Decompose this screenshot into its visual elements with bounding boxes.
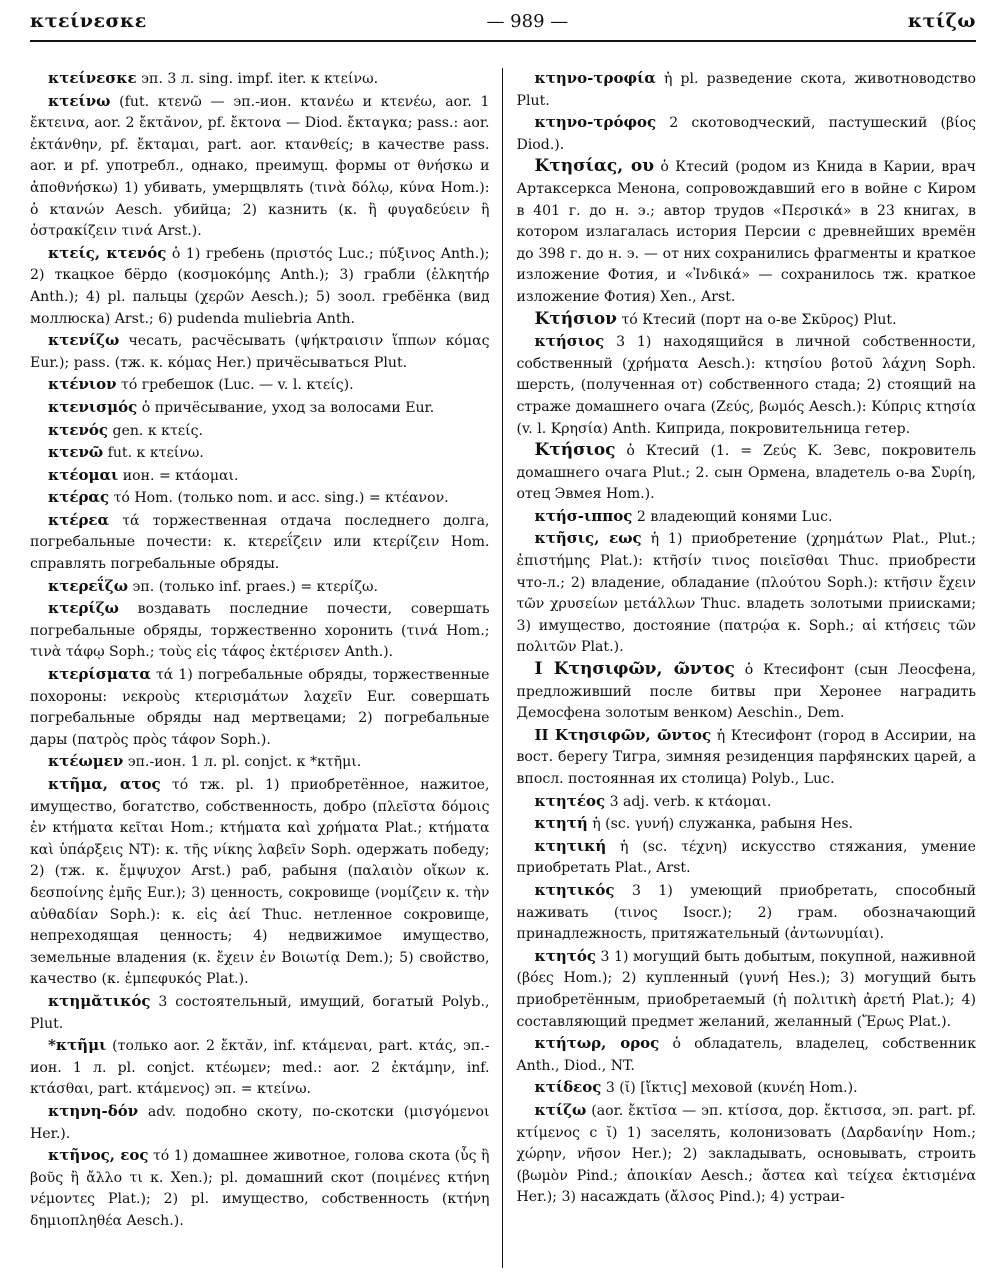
entry-definition: ἡ 1) приобретение (χρημάτων Plat., Plut.; ἐπιστήμης Plat.): κτῆσίν τινος ποιεῖσθαι Thuc. приобрести что-л.; 2) владение, обладание (πλούτου Soph.): κτῆσιν ἔχειν τῶν χρυσείων μετάλλων Thuc. владеть золотыми приисками; 3) имущество, достояние (πατρῴα κ. Soph.; αἱ κτήσεις τῶν πολιτῶν Plat.). <box>516 531 976 656</box>
dictionary-entry <box>30 397 490 420</box>
dictionary-entry <box>517 309 977 332</box>
dictionary-entry <box>30 487 490 510</box>
entry-definition: 3 adj. verb. к κτάομαι. <box>605 793 772 810</box>
entry-definition: эп. 3 л. sing. impf. iter. к κτείνω. <box>136 71 379 87</box>
dictionary-entry <box>517 112 977 156</box>
dictionary-entry <box>30 576 490 599</box>
entry-definition: ὁ причёсывание, уход за волосами Eur. <box>137 399 435 416</box>
entry-definition: adv. подобно скоту, по-скотски (μισγόμενοι Her.). <box>30 1103 490 1142</box>
entry-definition: τό 1) домашнее животное, голова скота (ὗς ἢ βοῦς ἢ ἄλλο τι κ. Xen.); pl. домашний скот (ποιμένες κτήνη νέμοντες Plat.); 2) pl. имущество, собственность (κτήνη δημιοπληθέα Aesch.). <box>30 1148 490 1229</box>
entry-definition: τό Hom. (только nom. и acc. sing.) = κτέανον. <box>109 490 449 507</box>
entry-definition: ὁ Ктесифонт (сын Леосфена, предложивший после битвы при Херонее наградить Демосфена золотым венком) Aeschin., Dem. <box>516 662 976 722</box>
entry-headword: κτῆσις, εως <box>534 529 642 548</box>
entry-headword: κτητική <box>534 836 607 855</box>
entry-headword: II Κτησιφῶν, ῶντος <box>534 725 712 744</box>
dictionary-entry <box>517 791 977 814</box>
entry-headword: κτίδεος <box>534 1078 602 1097</box>
dictionary-entry <box>30 664 490 751</box>
entry-definition: эп.-ион. 1 л. pl. conjct. к *κτῆμι. <box>123 754 362 771</box>
entry-definition: воздавать последние почести, совершать погребальные обряды, торжественно хоронить (τινά Hom.; τινὰ τάφῳ Soph.; τοὺς εἰς τάφος ἐκτέρισεν Anth.). <box>30 601 490 661</box>
dictionary-entry <box>30 374 490 397</box>
dictionary-entry <box>30 751 490 774</box>
page-header <box>30 10 976 42</box>
dictionary-entry <box>517 1100 977 1209</box>
entry-headword: κτητή <box>534 814 588 833</box>
page-number: — 989 — <box>486 11 569 32</box>
dictionary-entry <box>517 725 977 791</box>
dictionary-entry <box>517 156 977 308</box>
entry-definition: ἡ (sc. γυνή) служанка, рабыня Hes. <box>587 816 854 833</box>
entry-headword: κτενός <box>48 420 108 439</box>
entry-headword: κτηνο-τροφία <box>534 69 656 87</box>
entry-headword: κτενῶ <box>48 443 104 462</box>
running-head-right: κτίζω <box>907 10 976 32</box>
entry-definition: (только aor. 2 ἔκτᾰν, inf. κτάμεναι, part. κτάς, эп.-ион. 1 л. pl. conjct. κτέωμεν; med.: aor. 2 ἐκτάμην, inf. κτάσθαι, part. κτάμενος) эп. = κτείνω. <box>30 1038 490 1098</box>
entry-headword: κτενισμός <box>48 397 138 416</box>
entry-headword: κτείνεσκε <box>48 69 137 87</box>
dictionary-entry <box>30 598 490 664</box>
dictionary-entry <box>517 880 977 946</box>
dictionary-entry <box>30 510 490 576</box>
dictionary-entry <box>517 331 977 440</box>
entry-definition: τό Ктесий (порт на о-ве Σκῦρος) Plut. <box>616 311 897 328</box>
dictionary-entry <box>517 946 977 1033</box>
entry-headword: κτέρεα <box>48 510 110 529</box>
entry-definition: (fut. κτενῶ — эп.-ион. κτανέω и κτενέω, aor. 1 ἔκτεινα, aor. 2 ἔκτᾰνον, pf. ἔκτονα — Diod. ἔκταγκα; pass.: aor. ἐκτάνθην, pf. ἔκταμαι, part. aor. κτανθείς; в качестве pass. aor. и pf. употребл., однако, преимущ. формы от θνήσκω и ἀποθνήσκω) 1) убивать, умерщвлять (τινὰ δόλῳ, κύνα Hom.): ὁ κτανών Aesch. убийца; 2) казнить (κ. ἢ φυγαδεύειν ἢ ὀστρακίζειν τινά Arst.). <box>30 93 490 240</box>
entry-definition: τό гребешок (Luc. — v. l. κτείς). <box>116 377 354 394</box>
right-column <box>503 68 977 1268</box>
entry-headword: κτερεΐζω <box>48 576 128 595</box>
entry-headword: κτείνω <box>48 91 111 110</box>
entry-definition: 2 скотоводческий, пастушеский (βίος Diod.). <box>516 115 976 153</box>
entry-definition: ὁ обладатель, владелец, собственник Anth., Diod., NT. <box>516 1036 976 1074</box>
entry-headword: Κτήσιον <box>534 308 617 329</box>
dictionary-entry <box>517 836 977 880</box>
entry-headword: κτημᾰτικός <box>48 991 151 1010</box>
entry-headword: *κτῆμι <box>48 1036 107 1055</box>
running-head-left: κτείνεσκε <box>30 10 147 32</box>
entry-headword: κτέομαι <box>48 465 119 484</box>
entry-headword: κτείς, κτενός <box>48 243 167 262</box>
entry-headword: κτηνη-δόν <box>48 1101 139 1120</box>
dictionary-entry <box>517 1077 977 1100</box>
entry-definition: τά торжественная отдача последнего долга, погребальные почести: κ. κτερεΐζειν или κτερίζειν Hom. справлять погребальные обряды. <box>30 512 490 573</box>
entry-headword: Κτήσιος <box>534 440 616 461</box>
entry-definition: 2 владеющий конями Luc. <box>632 508 833 525</box>
text-columns <box>30 68 976 1268</box>
entry-headword: κτερίσματα <box>48 665 151 684</box>
entry-headword: κτίζω <box>534 1100 587 1119</box>
dictionary-entry <box>517 1033 977 1077</box>
entry-headword: κτενίζω <box>48 331 120 350</box>
entry-definition: 3 (ῐ) [ἴκτις] меховой (κυνέη Hom.). <box>601 1080 858 1097</box>
entry-definition: ὁ 1) гребень (πριστός Luc.; πύξινος Anth.); 2) ткацкое бёрдо (κοσμοκόμης Anth.); 3) грабли (ἑλκητήρ Anth.); 4) pl. пальцы (χερῶν Aesch.); 5) зоол. гребёнка (вид моллюска) Arst.; 6) pudenda muliebria Anth. <box>30 245 490 327</box>
entry-headword: κτήσ-ιππος <box>534 506 633 525</box>
dictionary-entry <box>30 1101 490 1145</box>
entry-definition: fut. к κτείνω. <box>103 445 204 462</box>
entry-definition: ἡ pl. разведение скота, животноводство Plut. <box>516 71 976 109</box>
entry-headword: κτητέος <box>534 791 606 810</box>
entry-definition: gen. к κτείς. <box>108 422 203 439</box>
entry-definition: 3 состоятельный, имущий, богатый Polyb., Plut. <box>30 993 490 1032</box>
entry-definition: эп. (только inf. praes.) = κτερίζω. <box>127 578 378 595</box>
dictionary-entry <box>517 813 977 836</box>
dictionary-entry <box>30 465 490 488</box>
dictionary-entry <box>30 330 490 374</box>
entry-headword: κτητικός <box>534 880 615 899</box>
entry-headword: κτέωμεν <box>48 752 124 771</box>
dictionary-entry <box>30 91 490 243</box>
entry-headword: κτηνο-τρόφος <box>534 113 657 132</box>
dictionary-entry <box>517 506 977 529</box>
entry-headword: I Κτησιφῶν, ῶντος <box>534 659 735 680</box>
dictionary-entry <box>30 442 490 465</box>
entry-definition: ὁ Ктесий (1. = Ζεύς Κ. Зевс, покровитель домашнего очага Plut.; 2. сын Ормена, владетель о-ва Συρίη, отец Эвмея Hom.). <box>516 443 976 503</box>
entry-headword: Κτησίας, ου <box>534 156 655 177</box>
entry-definition: 3 1) умеющий приобретать, способный наживать (τινος Isocr.); 2) грам. обозначающий принадлежность, притяжательный (ἀντωνυμίαι). <box>516 882 976 943</box>
dictionary-entry <box>30 1145 490 1232</box>
entry-definition: чесать, расчёсывать (ψήκτραισιν ἵππων κόμας Eur.); pass. (тж. κ. κόμας Her.) причёсываться Plut. <box>30 333 490 371</box>
entry-headword: κτήτωρ, ορος <box>534 1034 660 1053</box>
dictionary-entry <box>30 991 490 1035</box>
dictionary-entry <box>30 68 490 91</box>
entry-definition: ἡ (sc. τέχνη) искусство стяжания, умение приобретать Plat., Arst. <box>516 838 976 877</box>
dictionary-entry <box>517 528 977 659</box>
entry-definition: (aor. ἔκτῐσα — эп. κτίσσα, дор. ἔκτισσα, эп. part. pf. κτίμενος с ῐ) 1) заселять, колонизовать (Δαρδανίην Hom.; χώρην, νῆσον Her.); 2) закладывать, основывать, строить (βωμὸν Pind.; ἀποικίαν Aesch.; ἄστεα καὶ τείχεα ἐκτισμένα Her.); 3) насаждать (ἄλσος Pind.); 4) устраи- <box>516 1102 976 1206</box>
entry-definition: ὁ Ктесий (родом из Книда в Карии, врач Артаксеркса Менона, сопровождавший его в войне с Киром в 401 г. до н. э.; автор трудов «Περσικά» в 23 книгах, в котором излагалась история Персии с древнейших времён до 398 г. до н. э. — от них сохранились фрагменты и краткое изложение Фотия, и «Ἰνδικά» — сохранилось тж. краткое изложение Фотия) Xen., Arst. <box>516 159 976 305</box>
entry-definition: τά 1) погребальные обряды, торжественные похороны: νεκροὺς κτερισμάτων λαχεῖν Eur. совершать погребальные обряды над мертвецами; 2) погребальные дары (πατρὸς πρὸς τάφον Soph.). <box>30 667 490 748</box>
entry-headword: κτένιον <box>48 375 117 394</box>
entry-headword: κτερίζω <box>48 599 119 618</box>
entry-headword: κτέρας <box>48 488 110 507</box>
entry-headword: κτήσιος <box>534 332 605 351</box>
entry-definition: ион. = κτάομαι. <box>118 467 239 484</box>
dictionary-entry <box>30 243 490 330</box>
left-column <box>30 68 503 1268</box>
entry-headword: κτῆνος, εος <box>48 1146 149 1165</box>
entry-headword: κτητός <box>534 946 596 965</box>
dictionary-entry <box>30 1035 490 1101</box>
dictionary-entry <box>30 420 490 443</box>
entry-headword: κτῆμα, ατος <box>48 775 161 793</box>
dictionary-entry <box>517 68 977 112</box>
entry-definition: 3 1) находящийся в личной собственности, собственный (χρήματα Aesch.): κτησίου βοτοῦ λάχνη Soph. шерсть, (полученная от) собственного стада; 2) стоящий на страже домашнего очага (Ζεύς, βωμός Aesch.): Κύπρις κτησία (v. l. Κρησία) Anth. Киприда, покровительница гетер. <box>516 334 976 437</box>
dictionary-entry <box>517 659 977 725</box>
entry-definition: τό тж. pl. 1) приобретённое, нажитое, имущество, богатство, собственность, добро (πλεῖστα δόμοις ἐν κτήματα κεῖται Hom.; κτήματα καὶ χρήματα Plat.; κτήματα καὶ ὑπάρξεις NT): κ. τῆς νίκης λαβεῖν Soph. одержать победу; 2) (тж. κ. ἔμψυχον Arst.) раб, рабыня (παλαιὸν οἴκων κ. δεσποίνης ἐμῆς Eur.); 3) ценность, сокровище (νομίζειν κ. τὴν αὐθαδίαν Soph.): κ. εἰς ἀεί Thuc. нетленное сокровище, непреходящая ценность; 4) недвижимое имущество, земельные владения (κ. ἔχειν ἐν Βοιωτίᾳ Dem.); 5) свойство, качество (κ. ἐμπεφυκός Plat.). <box>30 777 490 988</box>
dictionary-entry <box>30 774 490 991</box>
dictionary-entry <box>517 440 977 506</box>
entry-definition: ἡ Ктесифонт (город в Ассирии, на вост. берегу Тигра, зимняя резиденция парфянских царей, а впосл. постоянная их столица) Polyb., Luc. <box>516 727 976 787</box>
entry-definition: 3 1) могущий быть добытым, покупной, наживной (βόες Hom.); 2) купленный (γυνή Hes.); 3) могущий быть приобретённым, приобретаемый (ἡ πολιτικὴ ἀρετή Plat.); 4) составляющий предмет желаний, желанный (Ἔρως Plat.). <box>516 948 976 1030</box>
